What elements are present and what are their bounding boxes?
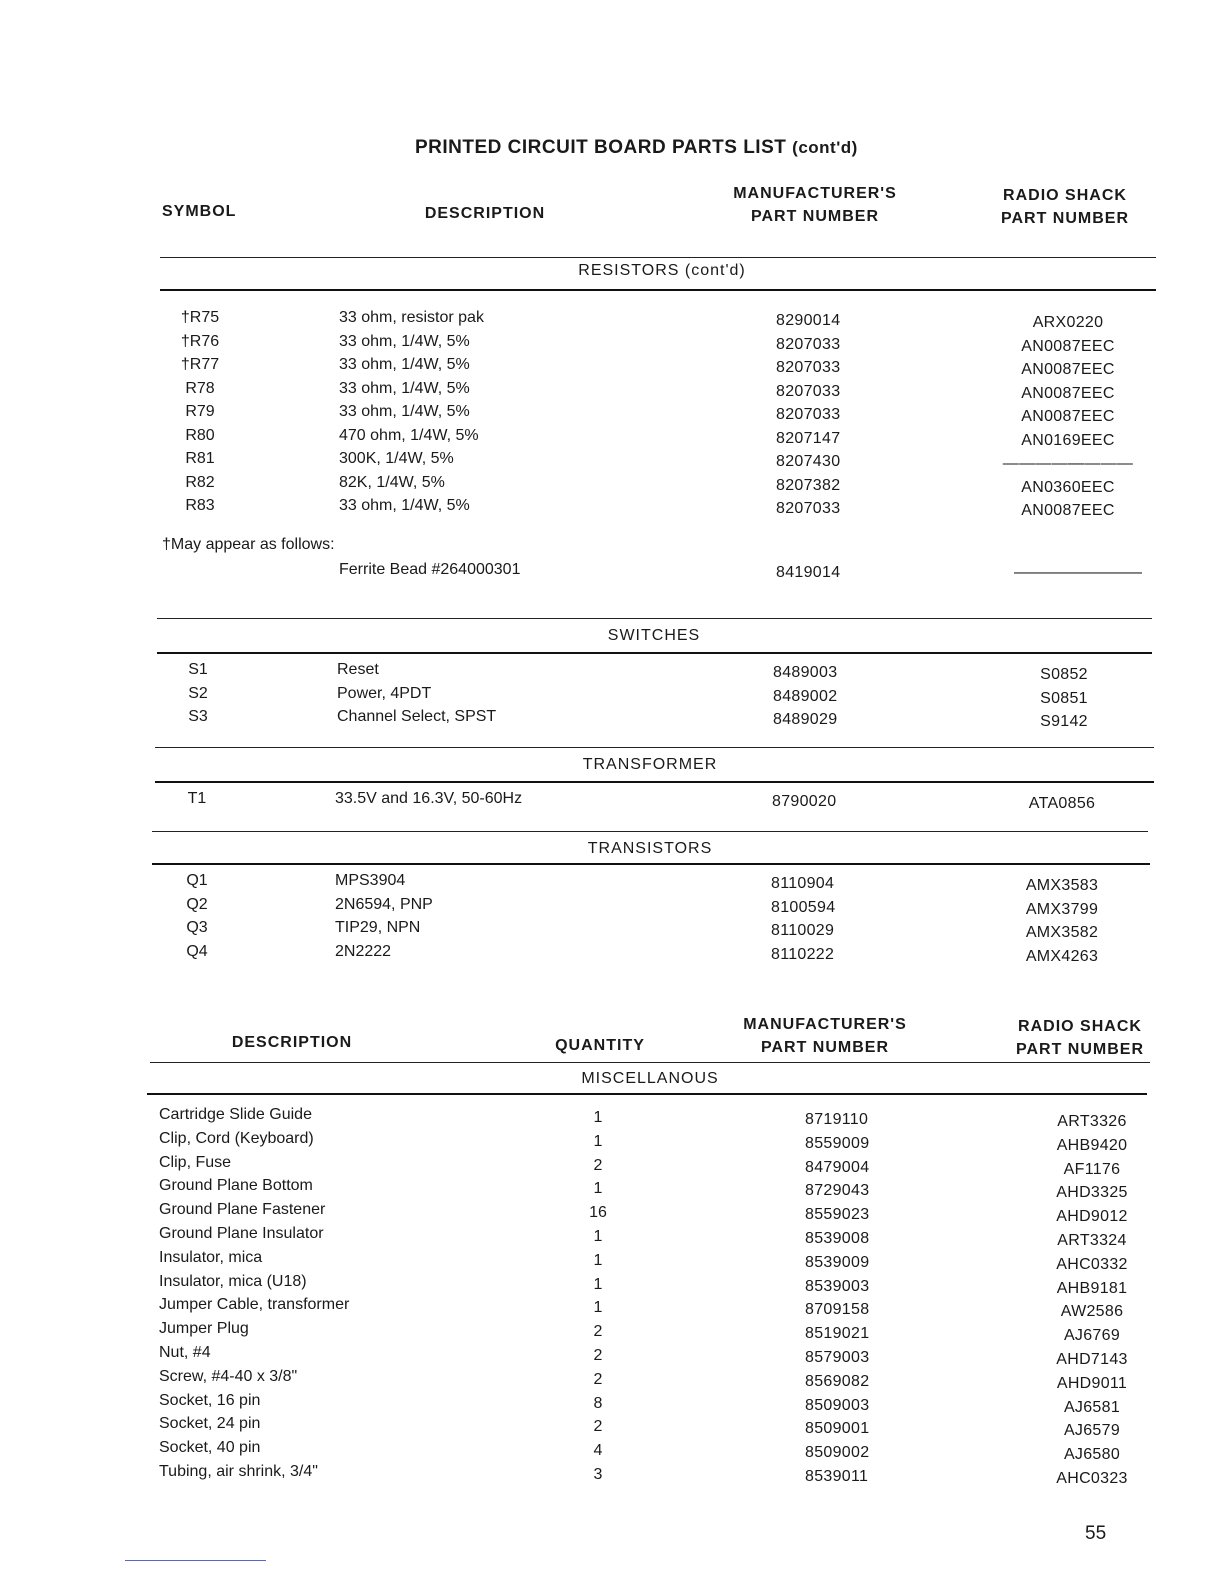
section-title-transformer: TRANSFORMER xyxy=(582,756,718,773)
misc-rs-part-cell: AW2586 xyxy=(1060,1303,1124,1321)
quantity-cell: 1 xyxy=(593,1251,603,1269)
rs-part-cell: AMX3582 xyxy=(1025,924,1099,941)
misc-rs-part-cell: AHC0332 xyxy=(1056,1255,1128,1273)
description-cell: 82K, 1/4W, 5% xyxy=(339,473,445,491)
quantity-cell: 1 xyxy=(593,1228,603,1245)
description-cell: MPS3904 xyxy=(335,872,406,889)
description-cell: 33 ohm, 1/4W, 5% xyxy=(339,332,470,350)
mfr-part-cell: 8207033 xyxy=(776,500,841,517)
quantity-cell: 1 xyxy=(593,1180,603,1198)
misc-mfr-part-cell: 8709158 xyxy=(805,1301,870,1319)
symbol-cell: T1 xyxy=(187,790,207,807)
misc-rs-part-cell: AJ6769 xyxy=(1063,1327,1121,1345)
misc-rs-part-cell: AF1176 xyxy=(1063,1160,1121,1178)
misc-mfr-part-cell: 8539011 xyxy=(805,1468,869,1485)
description-cell: 33 ohm, 1/4W, 5% xyxy=(339,379,470,397)
mfr-part-cell: 8207033 xyxy=(776,359,841,376)
misc-header-mfr-part xyxy=(710,1013,940,1059)
divider xyxy=(155,747,1154,748)
divider xyxy=(157,652,1152,654)
mfr-part-cell: 8207382 xyxy=(776,476,841,494)
misc-header-quantity: QUANTITY xyxy=(555,1037,645,1054)
rs-part-cell: AN0360EEC xyxy=(1021,478,1115,496)
description-cell: 33.5V and 16.3V, 50-60Hz xyxy=(335,790,523,807)
section-title-resistors: RESISTORS (cont'd) xyxy=(578,262,746,279)
mfr-part-cell: 8290014 xyxy=(776,312,841,329)
misc-mfr-part-cell: 8509002 xyxy=(805,1444,870,1462)
misc-mfr-part-cell: 8539003 xyxy=(805,1277,870,1295)
misc-rs-part-cell: AJ6581 xyxy=(1063,1398,1121,1416)
misc-description-cell: Ground Plane Insulator xyxy=(159,1225,324,1242)
description-cell: Power, 4PDT xyxy=(337,684,432,702)
misc-mfr-part-cell: 8559009 xyxy=(805,1134,870,1152)
divider xyxy=(160,257,1156,258)
rs-part-cell: AN0087EEC xyxy=(1021,361,1115,378)
misc-rs-part-cell: AHD3325 xyxy=(1056,1184,1128,1202)
rs-part-cell: AN0087EEC xyxy=(1021,337,1115,355)
misc-description-cell: Socket, 16 pin xyxy=(159,1391,261,1409)
alt-description: Ferrite Bead #264000301 xyxy=(339,561,521,578)
mfr-part-cell: 8207033 xyxy=(776,335,841,353)
title-suffix: (cont'd) xyxy=(792,138,858,157)
misc-rs-part-cell: AJ6579 xyxy=(1063,1422,1121,1440)
title-main: PRINTED CIRCUIT BOARD PARTS LIST xyxy=(415,137,787,158)
mfr-part-cell: 8207033 xyxy=(776,406,841,423)
footer-rule xyxy=(125,1560,266,1561)
misc-mfr-part-cell: 8559023 xyxy=(805,1206,870,1224)
section-title-switches: SWITCHES xyxy=(607,627,701,644)
header-rs-line1: RADIO SHACK xyxy=(1003,187,1127,204)
misc-description-cell: Jumper Cable, transformer xyxy=(159,1296,350,1314)
symbol-cell: Q2 xyxy=(186,895,208,913)
page-title xyxy=(415,137,858,159)
misc-mfr-part-cell: 8719110 xyxy=(805,1111,869,1128)
quantity-cell: 4 xyxy=(593,1442,603,1460)
misc-description-cell: Insulator, mica (U18) xyxy=(159,1272,307,1290)
misc-mfr-part-cell: 8509003 xyxy=(805,1396,870,1414)
description-cell: 33 ohm, 1/4W, 5% xyxy=(339,497,470,514)
resistors-note: †May appear as follows: xyxy=(162,536,335,553)
misc-mfr-part-cell: 8729043 xyxy=(805,1182,870,1200)
alt-mfr-part: 8419014 xyxy=(776,564,841,581)
quantity-cell: 3 xyxy=(593,1466,603,1483)
rs-part-cell: AMX3583 xyxy=(1025,877,1099,894)
misc-rs-part-cell: AHB9181 xyxy=(1056,1279,1128,1297)
mfr-part-cell: 8207430 xyxy=(776,453,841,470)
symbol-cell: †R76 xyxy=(180,332,220,350)
mfr-part-cell: 8207033 xyxy=(776,382,841,400)
symbol-cell: R82 xyxy=(185,473,215,491)
section-title-transistors: TRANSISTORS xyxy=(587,840,713,857)
misc-mfr-part-cell: 8569082 xyxy=(805,1372,870,1390)
symbol-cell: S2 xyxy=(188,684,208,702)
description-cell: 33 ohm, 1/4W, 5% xyxy=(339,356,470,373)
rs-part-cell: AN0169EEC xyxy=(1021,431,1115,449)
quantity-cell: 8 xyxy=(593,1394,603,1412)
symbol-cell: Q3 xyxy=(186,919,208,936)
misc-description-cell: Jumper Plug xyxy=(159,1320,249,1338)
description-cell: 470 ohm, 1/4W, 5% xyxy=(339,426,479,444)
misc-mfr-part-cell: 8579003 xyxy=(805,1349,870,1366)
page-number: 55 xyxy=(1085,1523,1107,1544)
rs-part-cell: AMX4263 xyxy=(1025,947,1099,965)
quantity-cell: 1 xyxy=(593,1132,603,1150)
description-cell: 2N6594, PNP xyxy=(335,895,433,913)
header-rs-line2: PART NUMBER xyxy=(1000,210,1130,227)
symbol-cell: R78 xyxy=(185,379,215,397)
alt-rs-part: ———————— xyxy=(1014,564,1142,581)
header-mfr-line2: PART NUMBER xyxy=(750,208,880,225)
symbol-cell: S3 xyxy=(188,708,208,725)
misc-description-cell: Clip, Fuse xyxy=(159,1153,232,1171)
symbol-cell: †R75 xyxy=(180,309,220,326)
rs-part-cell: ARX0220 xyxy=(1032,314,1104,331)
misc-header-mfr-line2: PART NUMBER xyxy=(760,1039,890,1056)
description-cell: TIP29, NPN xyxy=(335,919,421,936)
rs-part-cell: AN0087EEC xyxy=(1021,384,1115,402)
misc-rs-part-cell: AHD9012 xyxy=(1056,1208,1128,1226)
misc-description-cell: Socket, 40 pin xyxy=(159,1439,261,1457)
misc-header-rs-part xyxy=(975,1015,1185,1061)
misc-description-cell: Socket, 24 pin xyxy=(159,1415,261,1433)
divider xyxy=(152,831,1148,832)
description-cell: Reset xyxy=(337,661,379,678)
mfr-part-cell: 8207147 xyxy=(776,429,841,447)
misc-rs-part-cell: ART3326 xyxy=(1057,1113,1127,1130)
rs-part-cell: AMX3799 xyxy=(1025,900,1099,918)
rs-part-cell: ATA0856 xyxy=(1028,795,1096,812)
misc-rs-part-cell: AHB9420 xyxy=(1056,1136,1128,1154)
description-cell: Channel Select, SPST xyxy=(337,708,497,725)
misc-rs-part-cell: AJ6580 xyxy=(1063,1446,1121,1464)
misc-description-cell: Ground Plane Fastener xyxy=(159,1201,326,1219)
symbol-cell: †R77 xyxy=(180,356,220,373)
header-mfr-line1: MANUFACTURER'S xyxy=(733,185,897,202)
quantity-cell: 1 xyxy=(593,1275,603,1293)
quantity-cell: 2 xyxy=(593,1323,603,1341)
quantity-cell: 16 xyxy=(589,1204,607,1222)
description-cell: 33 ohm, 1/4W, 5% xyxy=(339,403,470,420)
mfr-part-cell: 8110029 xyxy=(771,922,835,939)
divider xyxy=(147,1093,1147,1095)
misc-header-rs-line2: PART NUMBER xyxy=(1015,1041,1145,1058)
misc-header-mfr-line1: MANUFACTURER'S xyxy=(743,1016,907,1033)
divider xyxy=(155,781,1154,783)
quantity-cell: 2 xyxy=(593,1418,603,1436)
header-description: DESCRIPTION xyxy=(424,205,546,222)
rs-part-cell: AN0087EEC xyxy=(1021,502,1115,519)
symbol-cell: R81 xyxy=(185,450,215,467)
misc-mfr-part-cell: 8539009 xyxy=(805,1253,870,1271)
mfr-part-cell: 8110222 xyxy=(771,945,835,963)
quantity-cell: 2 xyxy=(593,1347,603,1364)
misc-description-cell: Screw, #4-40 x 3/8" xyxy=(159,1367,298,1385)
mfr-part-cell: 8110904 xyxy=(771,875,835,892)
misc-description-cell: Insulator, mica xyxy=(159,1248,263,1266)
misc-rs-part-cell: ART3324 xyxy=(1057,1232,1127,1249)
quantity-cell: 1 xyxy=(593,1299,603,1317)
misc-description-cell: Clip, Cord (Keyboard) xyxy=(159,1129,314,1147)
header-rs-part xyxy=(960,184,1170,230)
mfr-part-cell: 8489029 xyxy=(773,711,838,728)
symbol-cell: R83 xyxy=(185,497,215,514)
misc-rs-part-cell: AHD9011 xyxy=(1056,1374,1128,1392)
quantity-cell: 2 xyxy=(593,1156,603,1174)
misc-rs-part-cell: AHD7143 xyxy=(1056,1351,1128,1368)
divider xyxy=(150,1062,1150,1063)
misc-header-rs-line1: RADIO SHACK xyxy=(1018,1018,1142,1035)
header-mfr-part xyxy=(700,182,930,228)
quantity-cell: 1 xyxy=(593,1109,603,1126)
misc-mfr-part-cell: 8519021 xyxy=(805,1325,870,1343)
divider xyxy=(160,289,1156,291)
misc-description-cell: Nut, #4 xyxy=(159,1344,211,1361)
symbol-cell: R79 xyxy=(185,403,215,420)
rs-part-cell: S0852 xyxy=(1040,666,1088,683)
mfr-part-cell: 8489003 xyxy=(773,664,838,681)
rs-part-cell: S9142 xyxy=(1040,713,1088,730)
misc-mfr-part-cell: 8509001 xyxy=(805,1420,870,1438)
misc-mfr-part-cell: 8479004 xyxy=(805,1158,870,1176)
symbol-cell: Q4 xyxy=(186,942,208,960)
divider xyxy=(157,618,1152,619)
description-cell: 33 ohm, resistor pak xyxy=(339,309,484,326)
divider xyxy=(152,863,1150,865)
description-cell: 2N2222 xyxy=(335,942,392,960)
symbol-cell: R80 xyxy=(185,426,215,444)
section-title-misc: MISCELLANOUS xyxy=(581,1070,719,1087)
misc-description-cell: Tubing, air shrink, 3/4" xyxy=(159,1463,318,1480)
rs-part-cell: AN0087EEC xyxy=(1021,408,1115,425)
misc-header-description: DESCRIPTION xyxy=(231,1034,353,1051)
mfr-part-cell: 8790020 xyxy=(772,793,837,810)
symbol-cell: S1 xyxy=(188,661,208,678)
misc-mfr-part-cell: 8539008 xyxy=(805,1230,870,1247)
mfr-part-cell: 8100594 xyxy=(771,898,836,916)
symbol-cell: Q1 xyxy=(186,872,208,889)
misc-description-cell: Cartridge Slide Guide xyxy=(159,1106,312,1123)
mfr-part-cell: 8489002 xyxy=(773,687,838,705)
quantity-cell: 2 xyxy=(593,1370,603,1388)
description-cell: 300K, 1/4W, 5% xyxy=(339,450,454,467)
misc-rs-part-cell: AHC0323 xyxy=(1056,1470,1128,1487)
rs-part-cell: S0851 xyxy=(1040,689,1088,707)
rs-part-cell: ———————— xyxy=(1002,455,1134,472)
misc-description-cell: Ground Plane Bottom xyxy=(159,1177,313,1195)
header-symbol: SYMBOL xyxy=(162,203,237,220)
